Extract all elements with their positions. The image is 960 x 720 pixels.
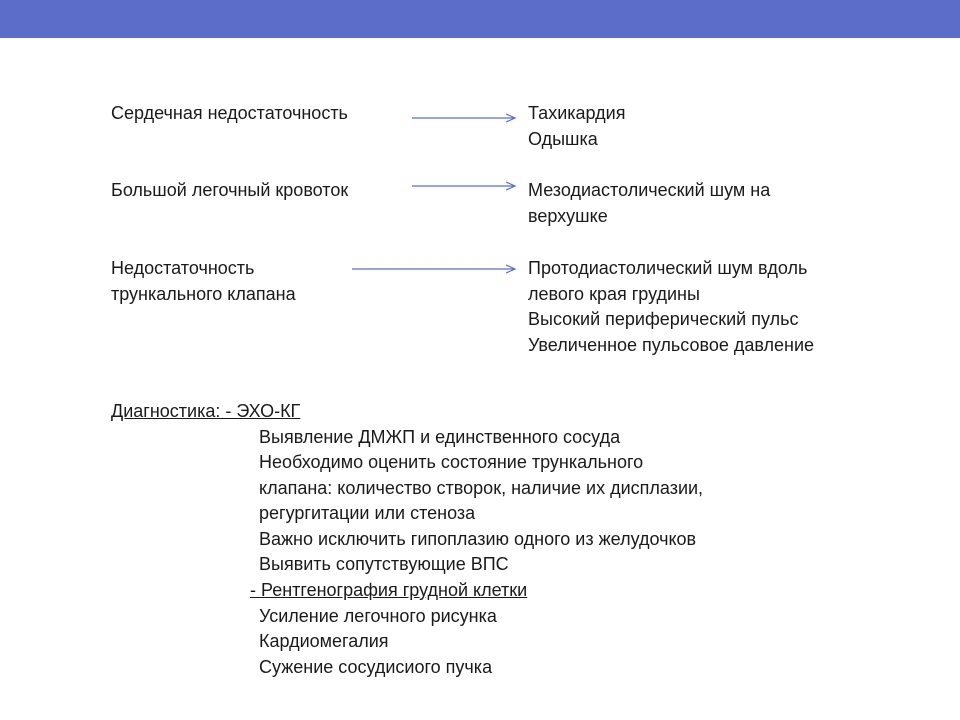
header-bar xyxy=(0,0,960,38)
effects-heart-failure: Тахикардия Одышка xyxy=(528,103,626,149)
echo-item: Необходимо оценить состояние трункального xyxy=(259,452,644,472)
echo-item: регургитации или стеноза xyxy=(259,503,476,523)
effects-truncal-valve: Протодиастолический шум вдоль левого края грудины Высокий периферический пульс Увеличенное пульсовое давление xyxy=(528,258,815,355)
diagnostics-heading: Диагностика: - ЭХО-КГ xyxy=(111,401,301,421)
echo-item: Выявление ДМЖП и единственного сосуда xyxy=(259,427,621,447)
arrow-icon xyxy=(410,178,520,194)
cause-heart-failure: Сердечная недостаточность xyxy=(111,103,348,123)
echo-item: клапана: количество створок, наличие их дисплазии, xyxy=(259,478,704,498)
xray-item: Кардиомегалия xyxy=(259,631,389,651)
xray-heading: - Рентгенография грудной клетки xyxy=(250,580,528,600)
effects-pulmonary-flow: Мезодиастолический шум на верхушке xyxy=(528,180,771,226)
echo-item: Выявить сопутствующие ВПС xyxy=(259,554,509,574)
cause-truncal-valve: Недостаточность трункального клапана xyxy=(111,258,296,304)
echo-item: Важно исключить гипоплазию одного из желудочков xyxy=(259,529,697,549)
xray-item: Сужение сосудисиого пучка xyxy=(259,657,493,677)
cause-pulmonary-flow: Большой легочный кровоток xyxy=(111,180,349,200)
arrow-icon xyxy=(350,261,520,277)
xray-item: Усиление легочного рисунка xyxy=(259,606,497,626)
arrow-icon xyxy=(410,110,520,126)
